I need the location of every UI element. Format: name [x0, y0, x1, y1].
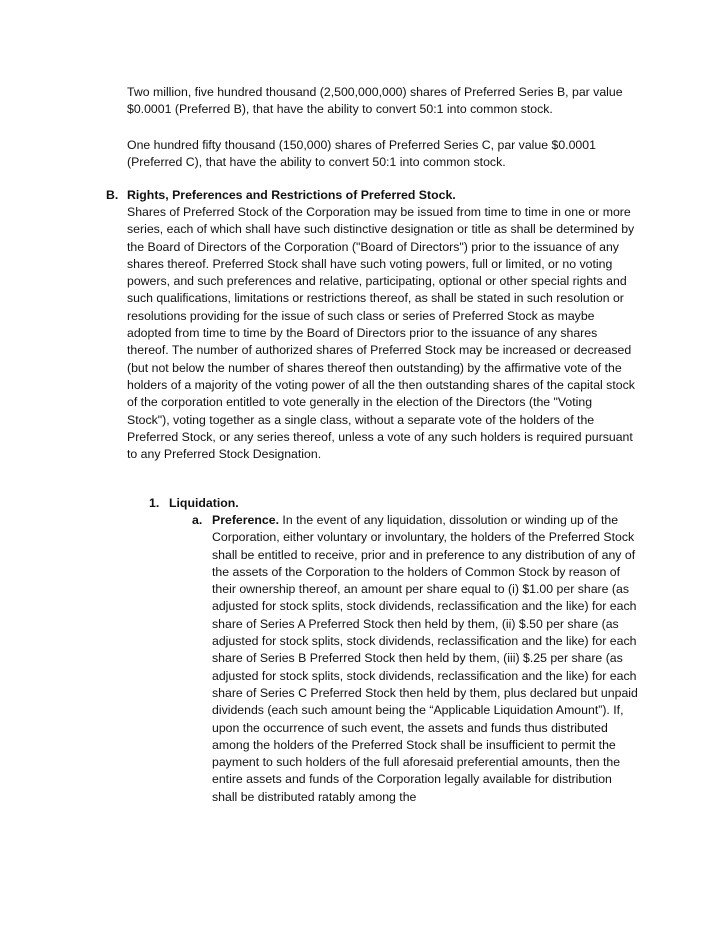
section-b-body: Shares of Preferred Stock of the Corporation may be issued from time to time in one or more series, each of which shall have such distinctive designation or title as shall be determined by the Board of Directors of the Corporation ("Board of Directors") prior to the issuance of any shares thereof. Preferred Stock shall have such voting powers, full or limited, or no voting powers, and such preferences and relative, participating, optional or other special rights and such qualifications, limitations or restrictions thereof, as shall be stated in such resolution or resolutions providing for the issue of such class or series of Preferred Stock as maybe adopted from time to time by the Board of Directors prior to the issuance of any shares thereof. The number of authorized shares of Preferred Stock may be increased or decreased (but not below the number of shares thereof then outstanding) by the affirmative vote of the holders of a majority of the voting power of all the then outstanding shares of the capital stock of the corporation entitled to vote generally in the election of the Directors (the "Voting Stock"), voting together as a single class, without a separate vote of the holders of the Preferred Stock, or any series thereof, unless a vote of any such holders is required pursuant to any Preferred Stock Designation. [127, 205, 635, 462]
section-1-heading: Liquidation. [169, 496, 239, 510]
section-b-heading: Rights, Preferences and Restrictions of Preferred Stock. [127, 188, 456, 202]
preferred-c-paragraph: One hundred fifty thousand (150,000) shares of Preferred Series C, par value $0.0001 (Preferred C), that have the ability to convert 50:1 into common stock. [127, 138, 596, 170]
section-b-label: B. [106, 188, 119, 202]
section-a-body: In the event of any liquidation, dissolution or winding up of the Corporation, either voluntary or involuntary, the holders of the Preferred Stock shall be entitled to receive, prior and in preference to any distribution of any of the assets of the Corporation to the holders of Common Stock by reason of their ownership thereof, an amount per share equal to (i) $1.00 per share (as adjusted for stock splits, stock dividends, reclassification and the like) for each share of Series A Preferred Stock then held by them, (ii) $.50 per share (as adjusted for stock splits, stock dividends, reclassification and the like) for each share of Series B Preferred Stock then held by them, (iii) $.25 per share (as adjusted for stock splits, stock dividends, reclassification and the like) for each share of Series C Preferred Stock then held by them, plus declared but unpaid dividends (each such amount being the “Applicable Liquidation Amount”). If, upon the occurrence of such event, the assets and funds thus distributed among the holders of the Preferred Stock shall be insufficient to permit the payment to such holders of the full aforesaid preferential amounts, then the entire assets and funds of the Corporation legally available for distribution shall be distributed ratably among the [212, 513, 638, 804]
preferred-b-paragraph: Two million, five hundred thousand (2,500,000,000) shares of Preferred Series B, par value $0.0001 (Preferred B), that have the ability to convert 50:1 into common stock. [127, 85, 623, 117]
section-a-body-paragraph [212, 512, 640, 806]
section-a-label: a. [192, 513, 203, 527]
section-1-label: 1. [149, 496, 160, 510]
section-a-lead: Preference. [212, 513, 279, 527]
